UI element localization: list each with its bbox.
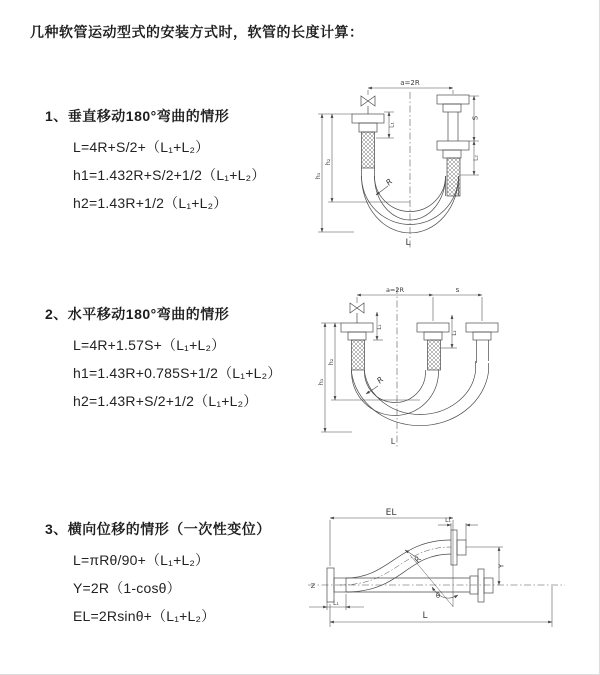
dim-label-r: R (384, 176, 395, 188)
diagram-vertical-180-bend (305, 66, 540, 261)
section-3-heading: 3、横向位移的情形（一次性变位） (45, 521, 271, 537)
dim-label-a2r: a=2R (400, 79, 420, 87)
dim-label-l1-bottom: L₁ (333, 600, 339, 607)
section-2-formula-h1: h1=1.43R+0.785S+1/2（L₁+L₂） (73, 365, 282, 381)
left-flange (341, 323, 373, 340)
valve-icon (350, 303, 364, 323)
dim-label-l1: L₁ (377, 324, 383, 330)
section-1-heading: 1、垂直移动180°弯曲的情形 (45, 108, 230, 124)
section-3-formula-l: L=πRθ/90+（L₁+L₂） (73, 552, 210, 568)
hose-drawing (341, 287, 498, 448)
dim-label-s: S (471, 115, 480, 121)
section-2-heading: 2、水平移动180°弯曲的情形 (45, 306, 230, 322)
right-flange-moved-position (466, 323, 498, 363)
section-1-formula-h2: h2=1.43R+1/2（L₁+L₂） (73, 195, 228, 211)
page-title: 几种软管运动型式的安装方式时，软管的长度计算： (30, 24, 364, 40)
valve-icon (361, 96, 375, 114)
middle-flange (417, 323, 449, 340)
left-braided-section (352, 340, 365, 370)
centerline-z-mark: Z (310, 582, 316, 590)
dim-label-s: s (455, 286, 460, 294)
dimension-lines (309, 518, 552, 627)
section-2-formula-l: L=4R+1.57S+（L₁+L₂） (73, 337, 226, 353)
dim-label-l: L (390, 437, 396, 446)
dim-label-h2: h₂ (324, 158, 332, 166)
hose-drawing (352, 92, 469, 250)
section-1-formula-l: L=4R+S/2+（L₁+L₂） (73, 139, 210, 155)
dim-label-theta: θ (435, 592, 441, 600)
dim-label-el: EL (385, 508, 397, 518)
dim-label-l1-top: L₁ (445, 517, 451, 524)
dim-label-l1: L₁ (388, 122, 396, 128)
right-flange (437, 95, 469, 158)
diagram-horizontal-180-bend (313, 281, 513, 471)
dim-label-l: L (405, 238, 411, 248)
left-flange (352, 114, 384, 132)
lower-right-flange (470, 569, 493, 602)
section-3-formula-y: Y=2R（1-cosθ） (73, 580, 181, 596)
dim-label-a2r: a=2R (385, 286, 405, 294)
dim-label-h1: h₁ (314, 172, 322, 180)
u-bend-hose (352, 361, 489, 426)
diagram-lateral-displacement (300, 505, 590, 650)
dim-label-h1: h₁ (317, 378, 325, 386)
dim-label-r: R (375, 374, 386, 386)
dim-label-l2: L₂ (472, 155, 480, 161)
dim-label-y: Y (497, 563, 506, 569)
left-braided-section (362, 132, 375, 168)
middle-braided-section (428, 340, 441, 370)
section-2-formula-h2: h2=1.43R+S/2+1/2（L₁+L₂） (73, 393, 258, 409)
dim-label-l2: L₂ (452, 330, 458, 336)
dim-label-r: R (412, 554, 424, 565)
section-3-formula-el: EL=2Rsinθ+（L₁+L₂） (73, 608, 216, 624)
dim-label-h2: h₂ (327, 358, 335, 366)
section-1-formula-h1: h1=1.432R+S/2+1/2（L₁+L₂） (73, 167, 266, 183)
dimension-lines (321, 295, 482, 432)
right-braided-section (447, 158, 460, 196)
dim-label-l: L (422, 611, 428, 621)
